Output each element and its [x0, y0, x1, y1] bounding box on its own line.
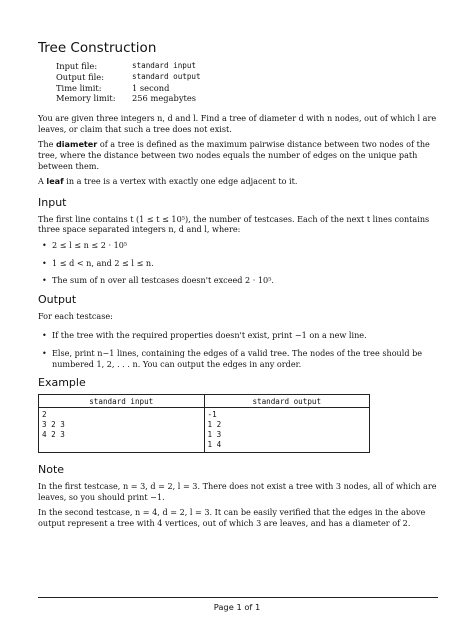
output-rule-item: • If the tree with the required properties doesn't exist, print −1 on a new line.: [52, 330, 438, 341]
limit-value: standard output: [132, 71, 201, 81]
sample-output-line: 1 4: [207, 440, 222, 450]
note-heading: Note: [38, 463, 65, 477]
limit-value: standard input: [132, 61, 197, 70]
statement-paragraph: You are given three integers n, d and l. Find a tree of diameter d with n nodes, out of which l are leaves, or claim that such a tree does not exist.: [38, 113, 437, 134]
text-span: of a tree is defined as the maximum pairwise distance between two nodes of the tree, where the distance between two nodes equals the number of edges on the unique path between them.: [38, 139, 430, 171]
limit-row: [56, 93, 438, 104]
page-number: Page 1 of 1: [213, 602, 261, 612]
note-paragraph: In the second testcase, n = 4, d = 2, l = 3. It can be easily verified that the edges in the above output represent a tree with 4 vertices, out of which 3 are leaves, and has a diameter of 2.: [38, 507, 426, 528]
example-output-cell: [204, 408, 370, 453]
text-span: The: [38, 139, 56, 150]
sample-input-line: 3 2 3: [42, 420, 65, 430]
input-description: The first line contains t (1 ≤ t ≤ 10⁵), the number of testcases. Each of the next t lines contains three space separated integers n, d and l, where:: [38, 213, 430, 235]
constraint-item: • 2 ≤ l ≤ n ≤ 2 · 10⁵: [52, 240, 438, 251]
sample-output-line: 1 3: [207, 430, 222, 440]
sample-input-line: 2: [42, 410, 47, 420]
footer-divider: [38, 597, 438, 598]
example-output-header: standard output: [204, 395, 370, 408]
limit-row: [56, 72, 438, 83]
limit-value: 1 second: [132, 82, 170, 93]
example-table: [38, 394, 370, 453]
output-rules: [38, 330, 438, 369]
limit-key: Input file:: [56, 61, 98, 71]
output-description: For each testcase:: [38, 310, 113, 321]
sample-input-line: 4 2 3: [42, 430, 65, 440]
limit-value: 256 megabytes: [132, 93, 197, 104]
output-rule-item: • Else, print n−1 lines, containing the edges of a valid tree. The nodes of the tree should be numbered 1, 2, . . . n. You can output the edges in any order.: [52, 348, 438, 369]
note-paragraph: In the first testcase, n = 3, d = 2, l = 3. There does not exist a tree with 3 nodes, all of which are leaves, so you should print −1.: [38, 481, 437, 502]
problem-title: Tree Construction: [38, 40, 157, 56]
text-span: A: [38, 176, 47, 187]
limit-key: Output file:: [56, 71, 104, 82]
constraint-item: • 1 ≤ d < n, and 2 ≤ l ≤ n.: [52, 258, 438, 269]
limit-key: Time limit:: [56, 82, 102, 93]
text-span: in a tree is a vertex with exactly one edge adjacent to it.: [63, 176, 298, 187]
sample-output-line: 1 2: [207, 420, 222, 430]
problem-page: [38, 40, 438, 528]
bold-term: diameter: [55, 139, 98, 150]
limit-row: [56, 61, 438, 72]
limit-row: [56, 83, 438, 94]
example-input-cell: [39, 408, 205, 453]
bold-term: leaf: [46, 176, 64, 187]
leaf-definition: [38, 176, 438, 187]
input-heading: Input: [38, 195, 67, 209]
example-heading: Example: [38, 376, 86, 390]
problem-limits: [56, 61, 438, 104]
input-constraints: [38, 240, 438, 286]
example-input-header: standard input: [39, 395, 205, 408]
sample-output-line: -1: [207, 410, 217, 420]
limit-key: Memory limit:: [56, 93, 116, 104]
diameter-definition: [38, 139, 438, 171]
constraint-item: • The sum of n over all testcases doesn't exceed 2 · 10⁵.: [52, 275, 438, 286]
output-heading: Output: [38, 292, 77, 306]
